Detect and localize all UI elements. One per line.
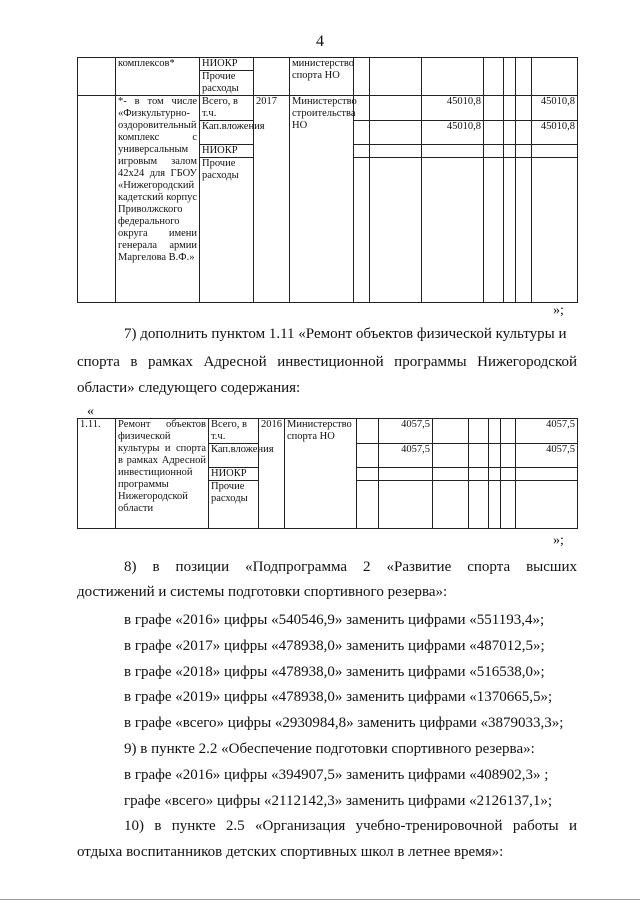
table1-row2-fin-b: Кап.вложения [200, 121, 254, 145]
table1-row2-fin-c: НИОКР [200, 145, 254, 158]
para8-line1: 8) в позиции «Подпрограмма 2 «Развитие спорта высших [124, 559, 577, 575]
table1-row2-value-total-a: 45010,8 [422, 96, 484, 121]
para8-2017: в графе «2017» цифры «478938,0» заменить цифрами «487012,5»; [124, 638, 545, 654]
opening-quote: « [87, 404, 94, 419]
table2-value-cap-a: 4057,5 [379, 444, 433, 468]
para7-line2: спорта в рамках Адресной инвестиционной программы Нижегородской [77, 354, 577, 370]
table1-row2-fin-a: Всего, в т.ч. [200, 96, 254, 121]
table2-org: Министерство спорта НО [285, 419, 357, 529]
table2-fin-d: Прочие расходы [209, 481, 259, 529]
table2-value-total-a: 4057,5 [379, 419, 433, 444]
table1-row2-org: Министерство строительства НО [290, 96, 354, 303]
table2-value-total-b: 4057,5 [516, 419, 578, 444]
table2-item-number: 1.11. [78, 419, 116, 529]
table1-row2-year: 2017 [254, 96, 290, 303]
table1-row1-fin-b: Прочие расходы [200, 71, 254, 96]
table1-row2-value-cap-a: 45010,8 [422, 121, 484, 145]
page-number: 4 [316, 33, 324, 50]
para7-line1: 7) дополнить пунктом 1.11 «Ремонт объектов физической культуры и [124, 326, 567, 342]
para8-2018: в графе «2018» цифры «478938,0» заменить цифрами «516538,0»; [124, 664, 545, 680]
para7-line3: области» следующего содержания: [77, 380, 301, 396]
page-bottom-edge [0, 899, 640, 900]
para9-total: графе «всего» цифры «2112142,3» заменить цифрами «2126137,1»; [124, 793, 553, 809]
table1-row1-org: министерство спорта НО [290, 58, 354, 96]
para8-2019: в графе «2019» цифры «478938,0» заменить цифрами «1370665,5»; [124, 689, 553, 705]
para9-2016: в графе «2016» цифры «394907,5» заменить цифрами «408902,3» ; [124, 767, 549, 783]
table1-row2-value-total-b: 45010,8 [532, 96, 578, 121]
para8-total: в графе «всего» цифры «2930984,8» заменить цифрами «3879033,3»; [124, 715, 564, 731]
table1-row2-fin-d: Прочие расходы [200, 158, 254, 303]
table2-fin-c: НИОКР [209, 468, 259, 481]
table2-value-cap-b: 4057,5 [516, 444, 578, 468]
table1-row1-name: комплексов* [116, 58, 200, 96]
para10-line1: 10) в пункте 2.5 «Организация учебно-тренировочной работы и [124, 818, 577, 834]
para10-line2: отдыха воспитанников детских спортивных школ в летнее время»: [77, 844, 504, 860]
table2-fin-b: Кап.вложения [209, 444, 259, 468]
para8-2016: в графе «2016» цифры «540546,9» заменить цифрами «551193,4»; [124, 612, 545, 628]
table1-row2-value-cap-b: 45010,8 [532, 121, 578, 145]
para9-line1: 9) в пункте 2.2 «Обеспечение подготовки спортивного резерва»: [124, 741, 535, 757]
investment-table-continuation [77, 57, 578, 303]
para8-line2: достижений и системы подготовки спортивного резерва»: [77, 584, 448, 600]
table2-item-name: Ремонт объектов физической культуры и спорта в рамках Адресной инвестиционной программы Нижегородской области [116, 419, 209, 529]
table1-row2-name: *- в том числе «Физкультурно-оздоровительный комплекс с универсальным игровым залом 42х24 для ГБОУ «Нижегородский кадетский корпус Приволжского федерального округа имени генерала армии Маргелова В.Ф.» [116, 96, 200, 303]
table2-fin-a: Всего, в т.ч. [209, 419, 259, 444]
table2-year: 2016 [259, 419, 285, 529]
table1-row1-fin-a: НИОКР [200, 58, 254, 71]
closing-quote-2: »; [553, 533, 564, 548]
investment-table-item-1-11 [77, 418, 578, 529]
closing-quote-1: »; [553, 303, 564, 318]
